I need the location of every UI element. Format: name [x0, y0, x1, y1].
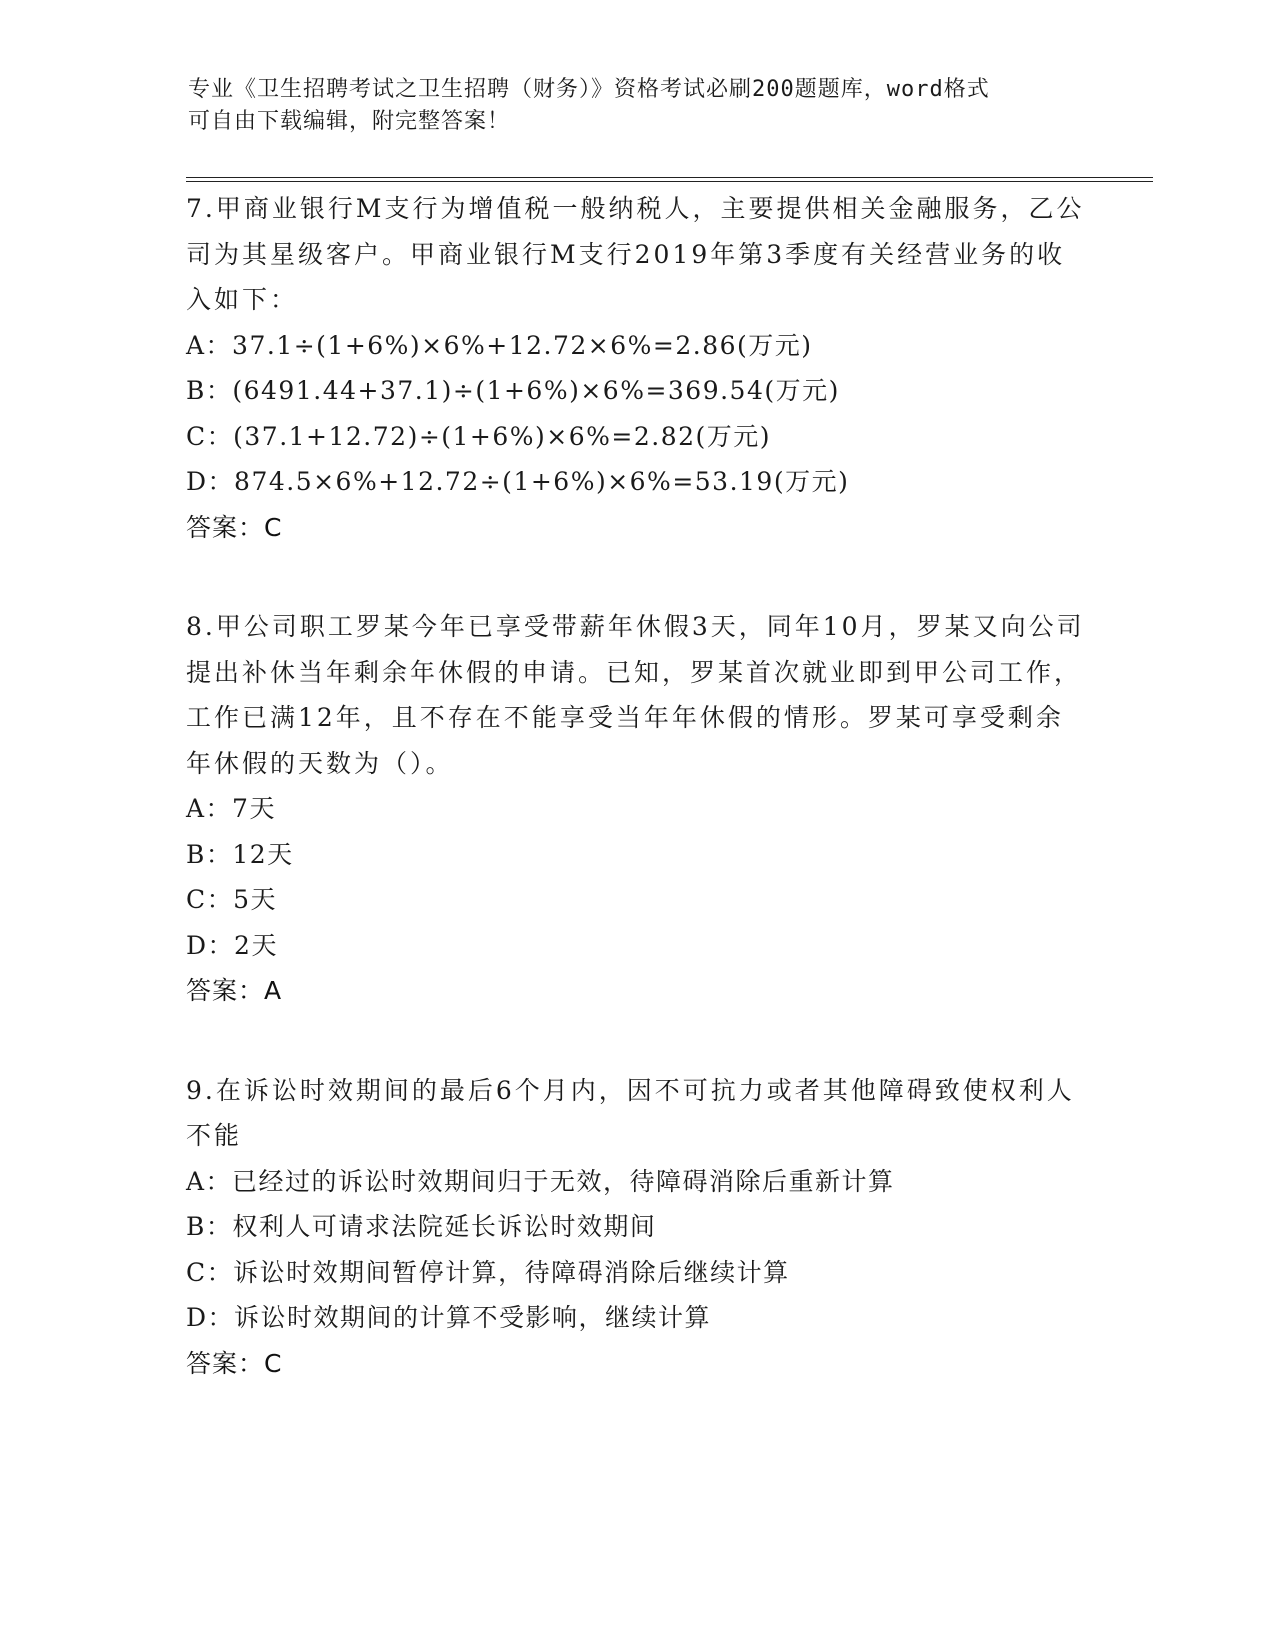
- header-line-1: 专业《卫生招聘考试之卫生招聘（财务）》资格考试必刷200题题库，word格式: [188, 77, 990, 102]
- question-7: [186, 186, 1086, 550]
- question-list: [186, 186, 1086, 1440]
- option-a: A：已经过的诉讼时效期间归于无效，待障碍消除后重新计算: [186, 1166, 895, 1196]
- option-d: D：诉讼时效期间的计算不受影响，继续计算: [186, 1303, 712, 1332]
- option-c: C：诉讼时效期间暂停计算，待障碍消除后继续计算: [186, 1257, 790, 1287]
- option-d: D：2天: [186, 930, 278, 960]
- answer-label: 答案：A: [186, 976, 283, 1005]
- option-b: B：(6491.44+37.1)÷(1+6%)×6%=369.54(万元): [186, 376, 840, 405]
- option-b: B：12天: [186, 839, 294, 869]
- option-d: D：874.5×6%+12.72÷(1+6%)×6%=53.19(万元): [186, 467, 850, 496]
- option-c: C：(37.1+12.72)÷(1+6%)×6%=2.82(万元): [186, 421, 772, 451]
- question-9: [186, 1068, 1086, 1387]
- question-stem: 8.甲公司职工罗某今年已享受带薪年休假3天，同年10月，罗某又向公司提出补休当年剩余年休假的申请。已知，罗某首次就业即到甲公司工作，工作已满12年，且不存在不能享受当年年休假的情形。罗某可享受剩余年休假的天数为（）。: [186, 612, 1085, 778]
- question-8: [186, 604, 1086, 1014]
- answer-label: 答案：C: [186, 1348, 283, 1378]
- header-double-rule: [186, 177, 1153, 182]
- option-c: C：5天: [186, 885, 278, 914]
- question-stem: 7.甲商业银行M支行为增值税一般纳税人，主要提供相关金融服务，乙公司为其星级客户。甲商业银行M支行2019年第3季度有关经营业务的收入如下：: [186, 194, 1085, 314]
- document-header: [188, 74, 1068, 138]
- option-a: A：7天: [186, 794, 276, 823]
- question-stem: 9.在诉讼时效期间的最后6个月内，因不可抗力或者其他障碍致使权利人不能: [186, 1075, 1075, 1150]
- option-a: A：37.1÷(1+6%)×6%+12.72×6%=2.86(万元): [186, 330, 813, 360]
- option-b: B：权利人可请求法院延长诉讼时效期间: [186, 1212, 657, 1241]
- header-line-2: 可自由下载编辑，附完整答案！: [188, 109, 511, 134]
- answer-label: 答案：C: [186, 512, 283, 542]
